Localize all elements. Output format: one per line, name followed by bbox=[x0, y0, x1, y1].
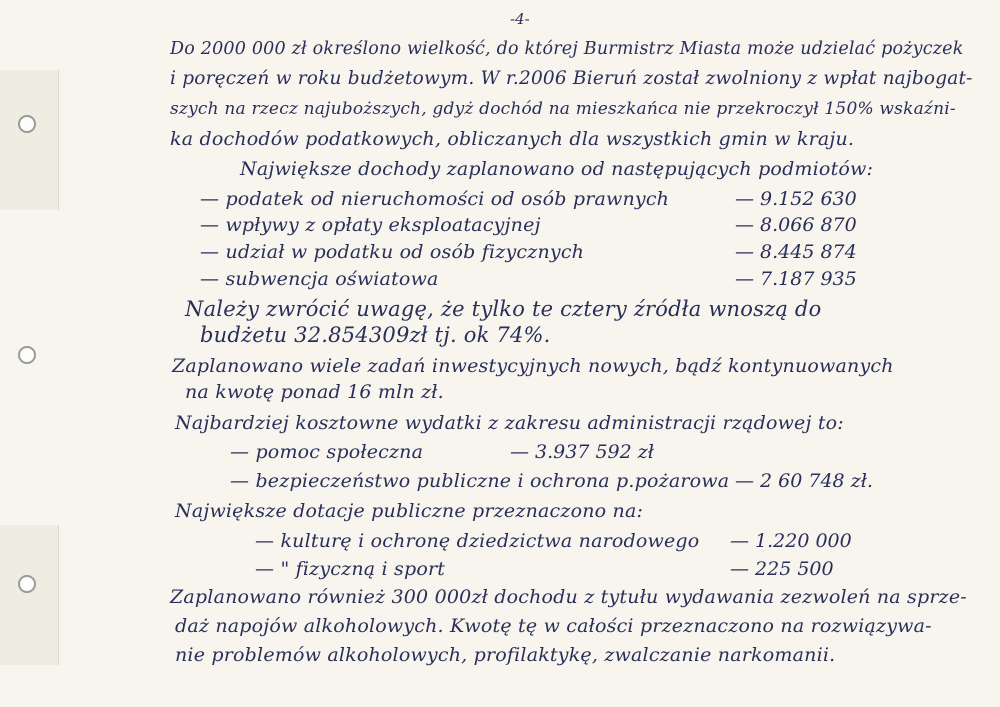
punch-hole bbox=[18, 346, 36, 364]
text-line: nie problemów alkoholowych, profilaktykę, zwalczanie narkomanii. bbox=[175, 644, 836, 666]
list-item: — bezpieczeństwo publiczne i ochrona p.pożarowa bbox=[230, 470, 730, 492]
binder-tab bbox=[0, 525, 59, 665]
list-amount: — 225 500 bbox=[730, 558, 834, 580]
text-line: budżetu 32.854309zł tj. ok 74%. bbox=[200, 323, 551, 347]
list-item: — subwencja oświatowa bbox=[200, 268, 439, 290]
text-line: szych na rzecz najuboższych, gdyż dochód na mieszkańca nie przekroczył 150% wskaźni- bbox=[170, 99, 956, 119]
section-heading: Najbardziej kosztowne wydatki z zakresu administracji rządowej to: bbox=[175, 412, 844, 434]
text-line: Należy zwrócić uwagę, że tylko te cztery źródła wnoszą do bbox=[185, 297, 822, 321]
list-item: — wpływy z opłaty eksploatacyjnej bbox=[200, 214, 541, 236]
list-amount: — 2 60 748 zł. bbox=[735, 470, 873, 492]
list-item: — udział w podatku od osób fizycznych bbox=[200, 241, 585, 263]
text-line: i poręczeń w roku budżetowym. W r.2006 Bieruń został zwolniony z wpłat najbogat- bbox=[170, 68, 973, 89]
list-item: — " fizyczną i sport bbox=[255, 558, 446, 580]
list-amount: — 3.937 592 zł bbox=[510, 441, 654, 463]
punch-hole bbox=[18, 575, 36, 593]
list-item: — kulturę i ochronę dziedzictwa narodowego bbox=[255, 530, 700, 552]
text-line: na kwotę ponad 16 mln zł. bbox=[185, 381, 444, 403]
list-amount: — 7.187 935 bbox=[735, 268, 857, 290]
text-line: daż napojów alkoholowych. Kwotę tę w całości przeznaczono na rozwiązywa- bbox=[175, 615, 932, 637]
binder-tab bbox=[0, 70, 59, 210]
section-heading: Największe dochody zaplanowano od następujących podmiotów: bbox=[240, 158, 874, 180]
list-item: — podatek od nieruchomości od osób prawnych bbox=[200, 188, 670, 210]
text-line: ka dochodów podatkowych, obliczanych dla wszystkich gmin w kraju. bbox=[170, 128, 855, 150]
list-amount: — 8.066 870 bbox=[735, 214, 857, 236]
text-line: Zaplanowano również 300 000zł dochodu z tytułu wydawania zezwoleń na sprze- bbox=[170, 586, 967, 608]
list-amount: — 1.220 000 bbox=[730, 530, 852, 552]
text-line: Zaplanowano wiele zadań inwestycyjnych nowych, bądź kontynuowanych bbox=[172, 355, 894, 377]
section-heading: Największe dotacje publiczne przeznaczono na: bbox=[175, 500, 644, 522]
punch-hole bbox=[18, 115, 36, 133]
text-line: Do 2000 000 zł określono wielkość, do której Burmistrz Miasta może udzielać pożyczek bbox=[170, 39, 964, 59]
list-amount: — 9.152 630 bbox=[735, 188, 857, 210]
list-item: — pomoc społeczna bbox=[230, 441, 424, 463]
page-number: -4- bbox=[510, 10, 530, 28]
list-amount: — 8.445 874 bbox=[735, 241, 857, 263]
